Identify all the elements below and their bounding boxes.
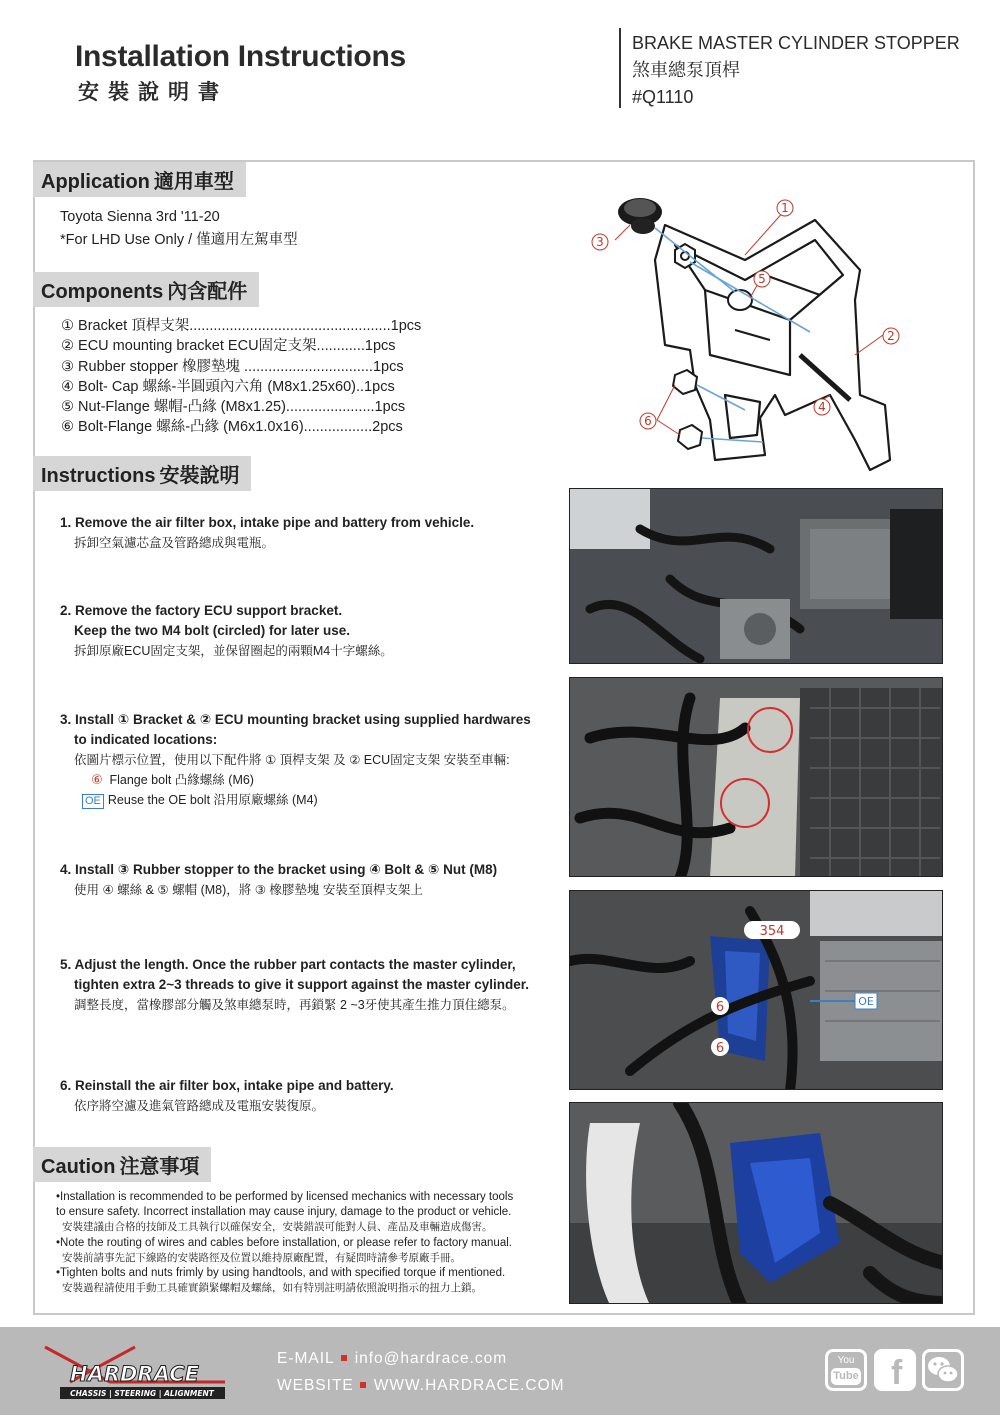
- caution-heading-cn: 注意事項: [119, 1154, 200, 1178]
- header-divider: [619, 28, 621, 108]
- step-4-text: 4. Install ③ Rubber stopper to the bracket using ④ Bolt & ⑤ Nut (M8): [60, 862, 498, 877]
- instructions-heading-en: Instructions: [41, 465, 156, 487]
- vehicle-model: Toyota Sienna 3rd '11-20: [60, 209, 220, 225]
- components-heading-en: Components: [41, 281, 164, 303]
- callout-5: 5: [758, 272, 766, 286]
- youtube-text-top: You: [837, 1355, 855, 1366]
- step-6: [60, 1076, 394, 1116]
- application-text: [60, 206, 298, 252]
- page-title: Installation Instructions: [75, 40, 406, 73]
- step-4-text-cn: 使用 ④ 螺絲 & ⑤ 螺帽 (M8)，將 ③ 橡膠墊塊 安裝至頂桿支架上: [74, 883, 423, 897]
- contact-info: [277, 1345, 565, 1399]
- component-item: ③ Rubber stopper 橡膠墊塊 ................................1pcs: [61, 358, 404, 375]
- step-3-text-cn: 依圖片標示位置，使用以下配件將 ① 頂桿支架 及 ② ECU固定支架 安裝至車輛:: [74, 753, 510, 767]
- oe-bolt-text: Reuse the OE bolt 沿用原廠螺絲 (M4): [107, 793, 318, 807]
- caution-2-cn: 安裝前請事先記下線路的安裝路徑及位置以維持原廠配置，有疑問時請參考原廠手冊。: [62, 1251, 461, 1264]
- step-3: [60, 710, 531, 810]
- step-3-text-2: to indicated locations:: [74, 732, 218, 747]
- email-label: E-MAIL: [277, 1350, 335, 1367]
- caution-heading-en: Caution: [41, 1156, 116, 1178]
- caution-heading: [33, 1147, 211, 1182]
- step-1-text: 1. Remove the air filter box, intake pipe and battery from vehicle.: [60, 515, 475, 530]
- components-heading-cn: 內含配件: [167, 279, 248, 303]
- wechat-icon[interactable]: [922, 1349, 964, 1391]
- brand-tagline: CHASSIS | STEERING | ALIGNMENT: [70, 1389, 214, 1398]
- application-heading-en: Application: [41, 171, 150, 193]
- step-4: [60, 860, 497, 900]
- product-code: #Q1110: [632, 87, 694, 107]
- parts-diagram: [585, 180, 915, 480]
- step-1: [60, 513, 474, 553]
- caution-list: [56, 1190, 576, 1296]
- step-5: [60, 955, 529, 1015]
- step-6-text: 6. Reinstall the air filter box, intake pipe and battery.: [60, 1078, 394, 1093]
- facebook-glyph: f: [891, 1354, 903, 1392]
- callout-1: 1: [781, 201, 789, 215]
- hardrace-logo[interactable]: [40, 1337, 230, 1407]
- bullet-square: [341, 1355, 347, 1361]
- website-link[interactable]: WWW.HARDRACE.COM: [373, 1377, 565, 1394]
- caution-1-cn: 安裝建議由合格的技師及工具執行以確保安全，安裝錯誤可能對人員、產品及車輛造成傷害。: [62, 1221, 493, 1234]
- step-6-text-cn: 依序將空濾及進氣管路總成及電瓶安裝復原。: [74, 1099, 325, 1113]
- callout-3: 3: [596, 235, 604, 249]
- step-1-text-cn: 拆卸空氣濾芯盒及管路總成與電瓶。: [74, 536, 275, 550]
- caution-2: •Note the routing of wires and cables before installation, or please refer to factory manual.: [56, 1236, 512, 1249]
- instructions-heading-cn: 安裝說明: [159, 463, 240, 487]
- callout-6: 6: [644, 414, 652, 428]
- component-item: ⑤ Nut-Flange 螺帽-凸緣 (M8x1.25)......................1pcs: [61, 399, 406, 416]
- photo-closeup: [569, 1102, 943, 1304]
- product-name: BRAKE MASTER CYLINDER STOPPER: [632, 33, 960, 53]
- facebook-icon[interactable]: [874, 1349, 916, 1391]
- bullet-square: [360, 1382, 366, 1388]
- youtube-icon[interactable]: [825, 1349, 867, 1391]
- step-2-text-cn: 拆卸原廠ECU固定支架，並保留圈起的兩顆M4十字螺絲。: [74, 644, 393, 658]
- photo-engine-bay: [569, 488, 943, 664]
- photo-label-354: 354: [759, 924, 785, 939]
- step-3-flange-bolt: [60, 770, 531, 790]
- step-2-text-2: Keep the two M4 bolt (circled) for later use.: [74, 623, 351, 638]
- application-heading-cn: 適用車型: [153, 169, 234, 193]
- brand-name: HARDRACE: [70, 1362, 199, 1386]
- component-item: ④ Bolt- Cap 螺絲-半圓頭內六角 (M8x1.25x60)..1pcs: [61, 378, 395, 395]
- lhd-note: *For LHD Use Only / 僅適用左駕車型: [60, 232, 298, 248]
- youtube-text-bottom: Tube: [831, 1368, 861, 1385]
- components-list: [61, 316, 421, 438]
- component-item: ① Bracket 頂桿支架..................................................1pcs: [61, 318, 422, 334]
- page-title-cn: 安裝說明書: [78, 79, 228, 104]
- step-3-text: 3. Install ① Bracket & ② ECU mounting bracket using supplied hardwares: [60, 712, 531, 727]
- caution-1-cont: to ensure safety. Incorrect installation may cause injury, damage to the product or vehicle.: [56, 1206, 512, 1219]
- footer: [0, 1327, 1000, 1415]
- callout-2: 2: [887, 329, 895, 343]
- flange-bolt-text: Flange bolt 凸緣螺絲 (M6): [109, 773, 254, 787]
- photo-oe-label: OE: [858, 995, 874, 1008]
- components-heading: [33, 272, 259, 307]
- caution-1: •Installation is recommended to be performed by licensed mechanics with necessary tools: [56, 1191, 514, 1203]
- callout-4: 4: [818, 400, 826, 414]
- step-5-text-cn: 調整長度，當橡膠部分觸及煞車總泵時，再鎖緊 2 ~3牙使其產生推力頂住總泵。: [74, 998, 515, 1012]
- component-item: ⑥ Bolt-Flange 螺絲-凸緣 (M6x1.0x16).................2pcs: [61, 419, 403, 436]
- photo-label-6a: 6: [715, 1000, 725, 1015]
- mark-6: ⑥: [91, 772, 103, 787]
- product-info: [632, 30, 960, 111]
- step-5-text-2: tighten extra 2~3 threads to give it support against the master cylinder.: [74, 977, 529, 992]
- component-item: ② ECU mounting bracket ECU固定支架............1pcs: [61, 338, 396, 355]
- step-2-text: 2. Remove the factory ECU support bracket.: [60, 603, 343, 618]
- step-5-text: 5. Adjust the length. Once the rubber part contacts the master cylinder,: [60, 957, 516, 972]
- photo-ecu-bolts: [569, 677, 943, 877]
- product-name-cn: 煞車總泵頂桿: [632, 60, 740, 80]
- step-3-oe-bolt: [60, 790, 531, 810]
- oe-tag: OE: [82, 794, 104, 809]
- email-link[interactable]: info@hardrace.com: [354, 1350, 508, 1367]
- website-label: WEBSITE: [277, 1377, 354, 1394]
- photo-label-6b: 6: [715, 1041, 725, 1056]
- caution-3: •Tighten bolts and nuts frimly by using handtools, and with specified torque if mentioned.: [56, 1267, 506, 1280]
- application-heading: [33, 162, 246, 197]
- step-2: [60, 601, 393, 661]
- instructions-heading: [33, 456, 251, 491]
- wechat-glyph: [925, 1352, 961, 1388]
- photo-installed-bracket: [569, 890, 943, 1090]
- caution-3-cn: 安裝過程請使用手動工具確實鎖緊螺帽及螺絲，如有特別註明請依照說明指示的扭力上鎖。: [62, 1282, 482, 1295]
